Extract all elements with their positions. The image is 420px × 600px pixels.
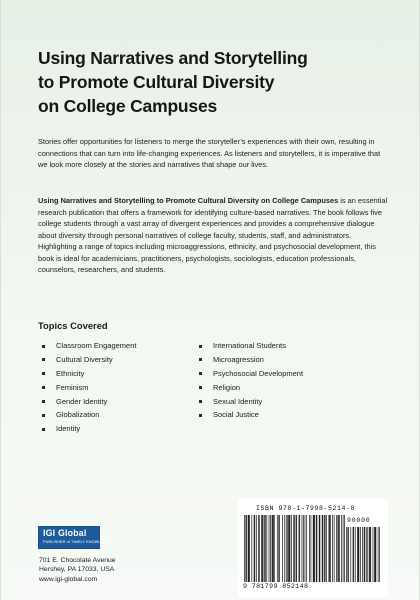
barcode-bar <box>374 527 375 582</box>
barcode-bar <box>274 515 275 582</box>
topic-item <box>42 423 192 437</box>
topic-item <box>199 340 369 354</box>
bullet-icon <box>42 414 45 417</box>
bullet-icon <box>199 345 202 348</box>
topic-label: Social Justice <box>213 410 259 420</box>
topic-label: Religion <box>213 382 241 392</box>
barcode-bar <box>326 515 327 582</box>
barcode-bar <box>314 515 315 582</box>
barcode-bar <box>299 515 300 582</box>
barcode-bar <box>364 527 365 582</box>
barcode-bar <box>323 515 324 582</box>
barcode-bar <box>272 515 273 582</box>
barcode-bar <box>316 515 317 582</box>
barcode-bar <box>272 515 273 582</box>
topic-label: Identity <box>56 424 81 434</box>
barcode-bar <box>369 527 370 582</box>
barcode-bar <box>296 515 297 582</box>
barcode-bar <box>249 515 250 582</box>
bullet-icon <box>199 372 202 375</box>
price-code: 90000 <box>347 517 371 524</box>
barcode-bar <box>367 527 368 582</box>
barcode-bar <box>248 515 249 582</box>
barcode-bar <box>314 515 315 582</box>
intro-paragraph: Stories offer opportunities for listeners to merge the storyteller’s experiences with their own, resulting in connections that can turn into life-changing experiences. As listeners and storytellers, it is imperative that we look more closely at the stories and narratives that shape our lives. <box>38 137 381 169</box>
publisher-logo <box>38 526 112 549</box>
barcode-bar <box>289 515 290 582</box>
barcode-bar <box>305 515 306 582</box>
topic-label: Sexual Identity <box>213 396 263 406</box>
description-book-title: Using Narratives and Storytelling to Promote Cultural Diversity on College Campuses <box>38 196 339 205</box>
isbn-text: ISBN 978-1-7998-5214-8 <box>256 505 356 512</box>
bullet-icon <box>199 358 202 361</box>
barcode-bar <box>360 527 361 582</box>
barcode-bar <box>379 527 380 582</box>
topic-label: Classroom Engagement <box>56 341 137 350</box>
barcode-bar <box>251 515 252 582</box>
bullet-icon <box>42 428 45 431</box>
bullet-icon <box>42 386 45 389</box>
description-paragraph <box>38 195 388 276</box>
bullet-icon <box>42 400 45 403</box>
barcode-bar <box>353 527 354 582</box>
barcode-bar <box>291 515 292 582</box>
barcode-bar <box>278 515 279 582</box>
barcode-bar <box>358 527 359 582</box>
barcode-bar <box>287 515 288 582</box>
topic-label: Psychosocial Development <box>213 368 304 378</box>
barcode-bar <box>341 515 342 582</box>
barcode-bar <box>258 515 259 582</box>
barcode-bar <box>322 515 323 582</box>
bullet-icon <box>199 414 202 417</box>
topic-item <box>199 354 369 368</box>
barcode-bar <box>347 527 348 582</box>
barcode-bar <box>256 515 257 582</box>
barcode-bar <box>313 515 314 582</box>
barcode-bar <box>355 527 356 582</box>
barcode-bar <box>338 515 339 582</box>
address-line: Hershey, PA 17033, USA <box>39 566 115 574</box>
description-text: is an essential research publication that offers a framework for identifying culture-based narratives. The book follows five college students through a vast array of divergent experiences and provides a comprehensive dialogue about diversity through personal narratives of college faculty, students, staff, and administrators. Highlighting a range of topics including microaggressions, ethnicity, and psychosocial development, this book is ideal for academicians, practitioners, psychologists, sociologists, education professionals, counselors, researchers, and students. <box>38 196 388 274</box>
barcode-bar <box>282 515 283 582</box>
barcode-bar <box>254 515 255 582</box>
barcode-bar <box>262 515 263 582</box>
barcode-bar <box>279 515 280 582</box>
barcode-bar <box>277 515 278 582</box>
barcode-bar <box>348 527 349 582</box>
publisher-website-link[interactable]: www.igi-global.com <box>39 575 98 583</box>
barcode-bar <box>362 527 363 582</box>
barcode-bar <box>269 515 270 582</box>
logo-text: IGI Global <box>43 528 87 538</box>
barcode-bar <box>306 515 307 582</box>
logo-subtext: PUBLISHER of TIMELY KNOWLEDGE <box>43 540 112 544</box>
address-line: 701 E. Chocolate Avenue <box>39 557 116 564</box>
barcode-bar <box>294 515 295 582</box>
topic-label: International Students <box>213 341 286 350</box>
topic-item <box>42 409 192 423</box>
publisher-address <box>39 556 219 584</box>
barcode-bar <box>254 515 255 582</box>
barcode-digits: 9 781799 852148 <box>243 583 309 590</box>
barcode-main <box>244 515 345 582</box>
barcode-bar <box>329 515 330 582</box>
topic-label: Ethnicity <box>56 368 85 378</box>
barcode-bar <box>265 515 266 582</box>
barcode-bar <box>244 515 245 582</box>
barcode-bar <box>320 515 321 582</box>
barcode-bar <box>309 515 310 582</box>
barcode-bar <box>319 515 320 582</box>
barcode-bar <box>261 515 262 582</box>
barcode-bar <box>325 515 326 582</box>
barcode-bar <box>329 515 330 582</box>
barcode-bar <box>366 527 367 582</box>
bullet-icon <box>42 358 45 361</box>
barcode-bar <box>246 515 247 582</box>
barcode-bar <box>290 515 291 582</box>
topic-item <box>42 382 192 396</box>
barcode-bar <box>324 515 325 582</box>
barcode-bar <box>376 527 377 582</box>
barcode-bar <box>373 527 374 582</box>
barcode-bar <box>375 527 376 582</box>
topic-label: Cultural Diversity <box>56 354 113 364</box>
book-title: Using Narratives and Storytelling to Promote Cultural Diversity on College Campuses <box>38 48 308 116</box>
topic-label: Globalization <box>56 410 100 420</box>
barcode-bar <box>286 515 287 582</box>
barcode-bar <box>317 515 318 582</box>
barcode-bar <box>353 527 354 582</box>
bullet-icon <box>42 372 45 375</box>
topic-label: Feminism <box>56 382 89 392</box>
topic-label: Microagression <box>213 354 264 364</box>
topics-list-right <box>199 340 369 423</box>
topic-item <box>42 396 192 410</box>
barcode-bar <box>273 515 274 582</box>
barcode-bar <box>303 515 304 582</box>
barcode-bar <box>296 515 297 582</box>
barcode-bar <box>245 515 246 582</box>
barcode-bar <box>264 515 265 582</box>
topic-item <box>42 368 192 382</box>
barcode-bar <box>270 515 271 582</box>
topic-label: Gender Identity <box>56 396 108 406</box>
bullet-icon <box>199 400 202 403</box>
barcode-bar <box>344 515 345 582</box>
barcode-bar <box>248 515 249 582</box>
barcode-addon <box>346 527 380 582</box>
barcode-bar <box>336 515 337 582</box>
barcode-bar <box>357 527 358 582</box>
barcode-bar <box>330 515 331 582</box>
barcode-box <box>238 499 388 597</box>
barcode-bar <box>359 527 360 582</box>
bullet-icon <box>199 386 202 389</box>
barcode-bar <box>266 515 267 582</box>
barcode-bar <box>259 515 260 582</box>
bullet-icon <box>42 345 45 348</box>
barcode-bar <box>299 515 300 582</box>
barcode-bar <box>370 527 371 582</box>
barcode-bar <box>364 527 365 582</box>
topics-heading: Topics Covered <box>38 320 108 331</box>
topic-item <box>199 382 369 396</box>
barcode-bar <box>343 515 344 582</box>
barcode-bar <box>346 527 347 582</box>
barcode-bar <box>263 515 264 582</box>
barcode-bar <box>338 515 339 582</box>
barcode-bar <box>284 515 285 582</box>
topic-item <box>199 396 369 410</box>
topic-item <box>42 340 192 354</box>
barcode-bar <box>378 527 379 582</box>
topic-item <box>199 409 369 423</box>
topics-list-left <box>42 340 192 437</box>
barcode-bar <box>288 515 289 582</box>
topic-item <box>42 354 192 368</box>
barcode-bar <box>339 515 340 582</box>
barcode-bar <box>334 515 335 582</box>
barcode-bar <box>350 527 351 582</box>
barcode-bar <box>293 515 294 582</box>
barcode-bar <box>332 515 333 582</box>
barcode-bar <box>370 527 371 582</box>
topic-item <box>199 368 369 382</box>
barcode-bar <box>302 515 303 582</box>
barcode-bar <box>311 515 312 582</box>
